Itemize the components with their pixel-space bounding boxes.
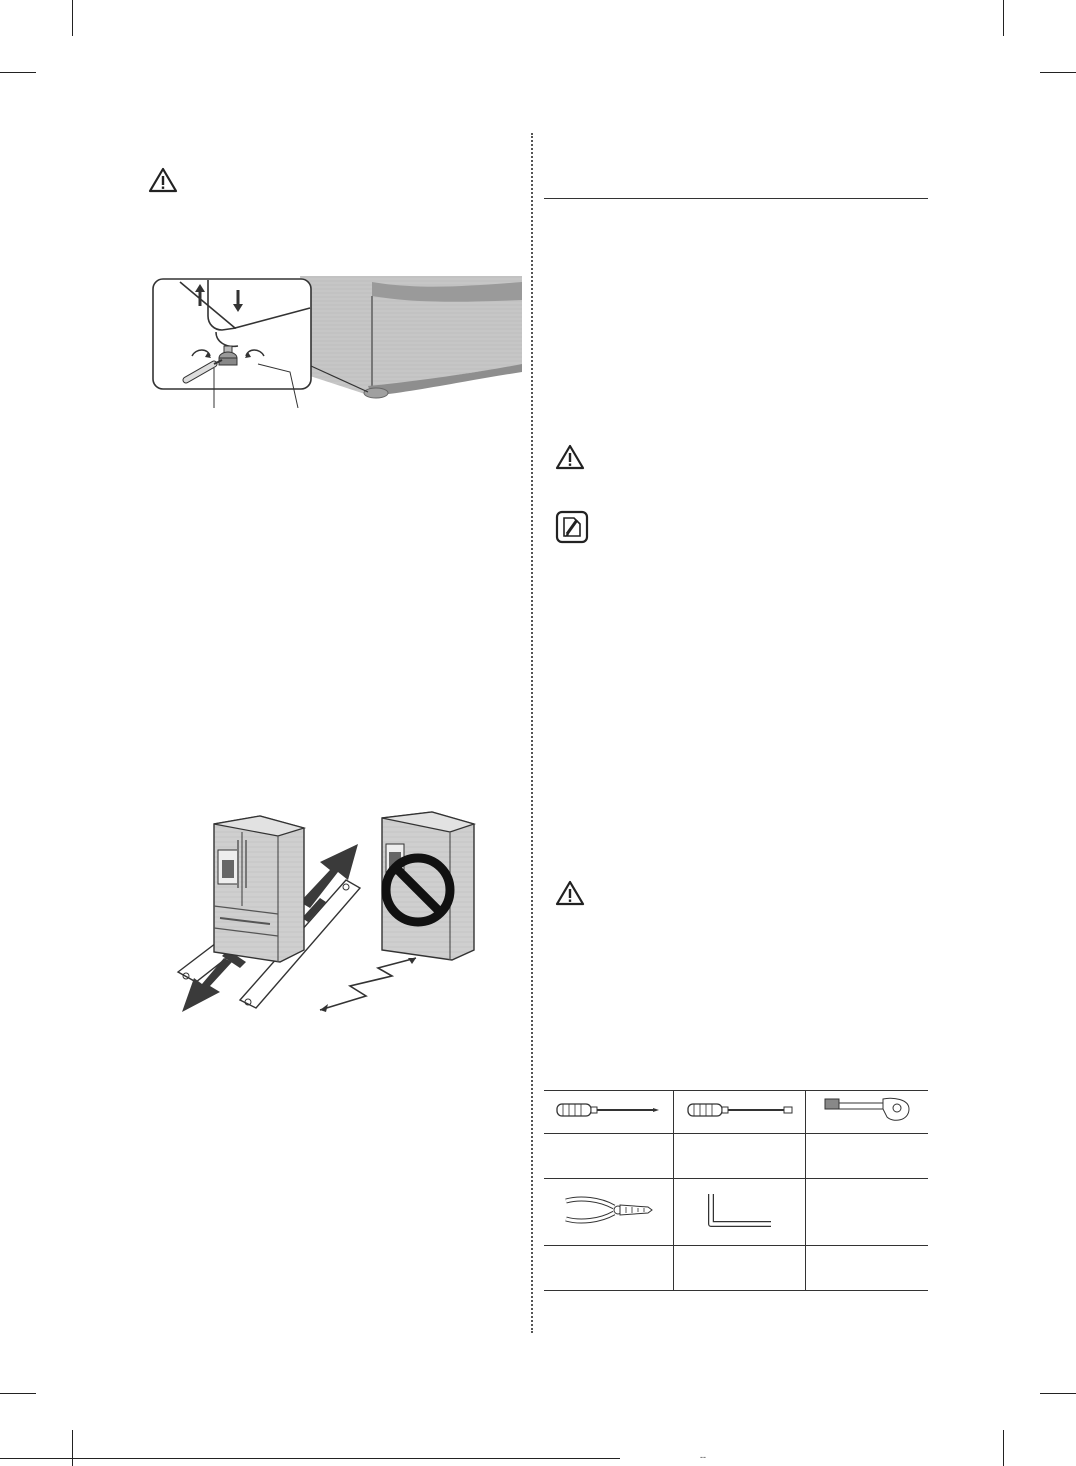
crop-mark [1040, 1393, 1076, 1394]
tool-cell [806, 1091, 928, 1134]
crop-mark [1003, 0, 1004, 36]
tool-label-cell [806, 1134, 928, 1179]
allen-wrench-icon [703, 1190, 777, 1230]
crop-mark [72, 1430, 73, 1466]
column-divider [531, 133, 533, 1333]
warning-triangle-icon [555, 444, 585, 470]
crop-mark [72, 0, 73, 36]
flat-blade-screwdriver-icon [686, 1101, 794, 1119]
note-pencil-icon [555, 510, 589, 544]
moving-refrigerator-illustration [170, 810, 482, 1027]
section-heading-rule [544, 198, 928, 199]
tool-label-cell [806, 1246, 928, 1291]
crop-mark [1040, 72, 1076, 73]
crop-mark [0, 72, 36, 73]
warning-triangle-icon [148, 167, 178, 193]
crop-mark [1003, 1430, 1004, 1466]
tool-cell [673, 1091, 805, 1134]
tool-label-cell [544, 1246, 673, 1291]
required-tools-table [544, 1090, 928, 1291]
tool-cell [806, 1179, 928, 1246]
leveling-foot-illustration [150, 276, 522, 413]
bottom-edge-line [0, 1458, 620, 1459]
tool-label-cell [544, 1134, 673, 1179]
footer-mark: -- [700, 1452, 706, 1462]
phillips-screwdriver-icon [555, 1101, 661, 1119]
pliers-icon [560, 1193, 656, 1227]
tool-label-cell [673, 1246, 805, 1291]
tool-cell [544, 1179, 673, 1246]
tool-cell [673, 1179, 805, 1246]
socket-wrench-icon [817, 1095, 917, 1125]
warning-triangle-icon [555, 880, 585, 906]
tool-cell [544, 1091, 673, 1134]
tool-label-cell [673, 1134, 805, 1179]
crop-mark [0, 1393, 36, 1394]
